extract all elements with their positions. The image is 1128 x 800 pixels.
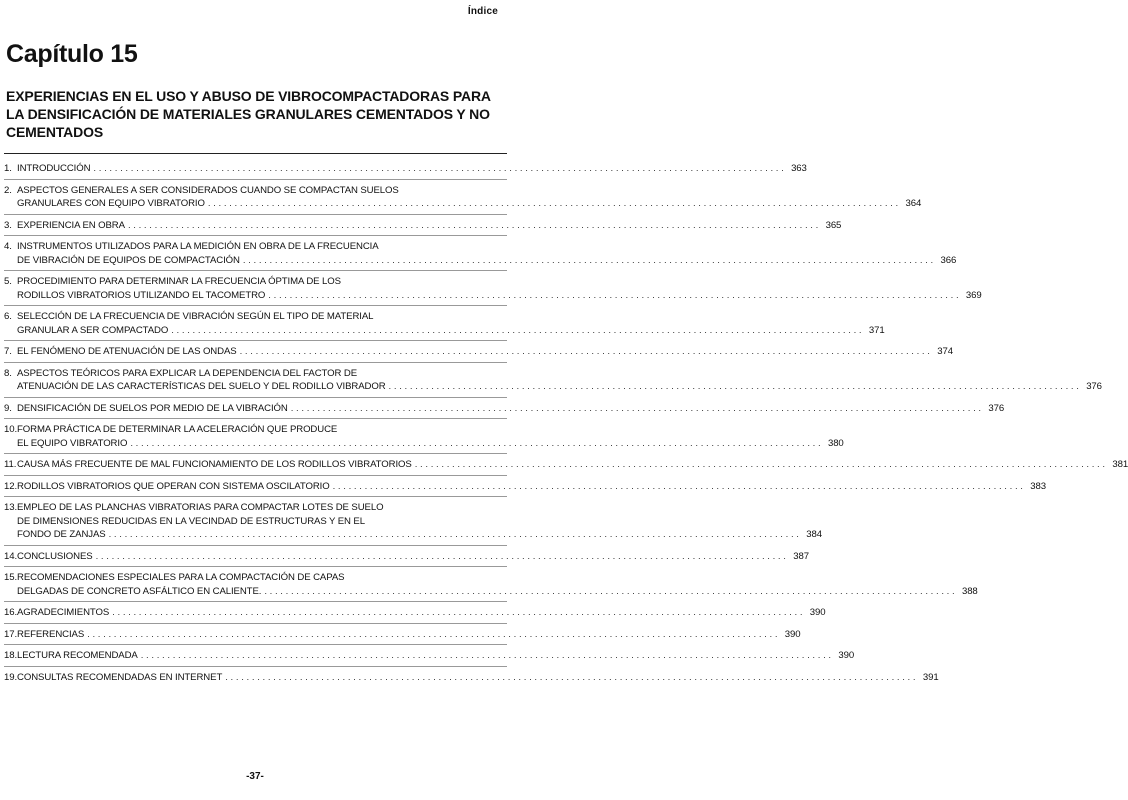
toc-entry[interactable] <box>4 671 939 685</box>
toc-entry-title: DELGADAS DE CONCRETO ASFÁLTICO EN CALIENTE. <box>17 585 262 597</box>
entry-divider <box>4 362 507 363</box>
toc-entry[interactable] <box>4 501 822 542</box>
toc-entry-title: RODILLOS VIBRATORIOS QUE OPERAN CON SISTEMA OSCILATORIO <box>17 480 330 492</box>
toc-entry-number: 15. <box>4 572 18 583</box>
entry-divider <box>4 475 507 476</box>
entry-divider <box>4 666 507 667</box>
entry-divider <box>4 214 507 215</box>
toc-page-number: 383 <box>1030 480 1046 492</box>
toc-entry-title: SELECCIÓN DE LA FRECUENCIA DE VIBRACIÓN SEGÚN EL TIPO DE MATERIAL <box>17 311 374 322</box>
toc-entry[interactable] <box>4 345 953 359</box>
toc-entry-title: INTRODUCCIÓN <box>17 163 91 174</box>
toc-page-number: 374 <box>937 346 953 357</box>
toc-entry-title: CONCLUSIONES <box>17 550 93 562</box>
toc-page-number: 371 <box>868 324 885 336</box>
toc-page-number: 376 <box>1086 381 1102 392</box>
toc-entry-title: FONDO DE ZANJAS <box>17 529 106 540</box>
toc-page-number: 387 <box>793 550 809 562</box>
entry-divider <box>4 545 507 546</box>
toc-entry[interactable] <box>4 402 1005 416</box>
toc-entry[interactable] <box>4 649 855 663</box>
toc-page-number: 384 <box>806 529 822 540</box>
toc-entry-number: 10. <box>4 424 18 435</box>
dot-leader <box>243 254 933 268</box>
toc-entry[interactable] <box>4 162 807 176</box>
toc-entry[interactable] <box>4 219 842 233</box>
entry-divider <box>4 418 507 419</box>
toc-entry-number: 17. <box>4 628 18 640</box>
toc-entry-title: DENSIFICACIÓN DE SUELOS POR MEDIO DE LA VIBRACIÓN <box>17 402 288 414</box>
toc-entry-number: 11. <box>4 459 17 470</box>
dot-leader <box>128 219 818 233</box>
toc-entry-number: 13. <box>4 502 18 513</box>
dot-leader <box>240 345 930 359</box>
entry-divider <box>4 305 507 306</box>
toc-page-number: 381 <box>1112 459 1128 470</box>
toc-entry[interactable] <box>4 458 1128 472</box>
toc-entry[interactable] <box>4 480 1046 494</box>
dot-leader <box>415 458 1105 472</box>
toc-entry-title: EL EQUIPO VIBRATORIO <box>17 437 128 449</box>
dot-leader <box>268 289 958 303</box>
dot-leader <box>96 550 786 564</box>
table-of-contents <box>4 162 1128 684</box>
toc-entry-title: EXPERIENCIA EN OBRA <box>17 219 125 231</box>
entry-divider <box>4 644 507 645</box>
toc-page-number: 390 <box>784 628 801 640</box>
dot-leader <box>93 162 783 176</box>
toc-entry-title: RECOMENDACIONES ESPECIALES PARA LA COMPACTACIÓN DE CAPAS <box>17 572 345 583</box>
toc-entry-number: 3. <box>4 219 12 231</box>
toc-entry[interactable] <box>4 184 922 211</box>
toc-entry-number: 16. <box>4 607 18 618</box>
toc-entry[interactable] <box>4 310 885 337</box>
toc-entry-title: PROCEDIMIENTO PARA DETERMINAR LA FRECUENCIA ÓPTIMA DE LOS <box>17 276 341 287</box>
toc-page-number: 369 <box>965 289 982 301</box>
page-number: -37- <box>246 771 264 782</box>
toc-entry-number: 19. <box>4 671 18 683</box>
toc-entry-number: 5. <box>4 276 12 287</box>
toc-page-number: 390 <box>809 607 826 618</box>
toc-page-number: 363 <box>791 163 807 174</box>
dot-leader <box>208 197 898 211</box>
dot-leader <box>225 671 915 685</box>
dot-leader <box>291 402 981 416</box>
toc-page-number: 388 <box>961 585 978 597</box>
toc-entry-title: ATENUACIÓN DE LAS CARACTERÍSTICAS DEL SUELO Y DEL RODILLO VIBRADOR <box>17 381 386 392</box>
toc-entry-number: 7. <box>4 346 12 357</box>
toc-entry-title: INSTRUMENTOS UTILIZADOS PARA LA MEDICIÓN EN OBRA DE LA FRECUENCIA <box>17 241 379 252</box>
toc-entry-number: 1. <box>4 163 12 174</box>
entry-divider <box>4 566 507 567</box>
toc-entry-title: CONSULTAS RECOMENDADAS EN INTERNET <box>17 671 223 683</box>
chapter-label: Capítulo 15 <box>6 40 138 68</box>
toc-entry[interactable] <box>4 628 801 642</box>
toc-page-number: 380 <box>827 437 844 449</box>
entry-divider <box>4 340 507 341</box>
dot-leader <box>130 437 820 451</box>
toc-page-number: 366 <box>940 254 957 266</box>
entry-divider <box>4 179 507 180</box>
dot-leader <box>333 480 1023 494</box>
entry-divider <box>4 235 507 236</box>
toc-entry-title: REFERENCIAS <box>17 628 85 640</box>
toc-entry-title: FORMA PRÁCTICA DE DETERMINAR LA ACELERACIÓN QUE PRODUCE <box>17 424 338 435</box>
toc-page-number: 364 <box>905 198 922 209</box>
entry-divider <box>4 453 507 454</box>
toc-page-number: 390 <box>838 650 855 661</box>
toc-entry[interactable] <box>4 571 978 598</box>
chapter-title: EXPERIENCIAS EN EL USO Y ABUSO DE VIBROCOMPACTADORAS PARA LA DENSIFICACIÓN DE MATERIALES GRANULARES CEMENTADOS Y NO CEMENTADOS <box>6 88 491 140</box>
toc-entry[interactable] <box>4 423 844 450</box>
toc-entry-number: 6. <box>4 311 12 322</box>
toc-page-number: 365 <box>825 219 842 231</box>
toc-entry-title: AGRADECIMIENTOS <box>17 607 110 618</box>
toc-entry-title: CAUSA MÁS FRECUENTE DE MAL FUNCIONAMIENTO DE LOS RODILLOS VIBRATORIOS <box>17 459 412 470</box>
toc-entry[interactable] <box>4 550 809 564</box>
toc-entry-title: ASPECTOS GENERALES A SER CONSIDERADOS CUANDO SE COMPACTAN SUELOS <box>17 184 399 196</box>
toc-entry-title: DE VIBRACIÓN DE EQUIPOS DE COMPACTACIÓN <box>17 254 240 266</box>
toc-entry-number: 4. <box>4 241 12 252</box>
toc-entry-title: EL FENÓMENO DE ATENUACIÓN DE LAS ONDAS <box>17 346 237 357</box>
dot-leader <box>389 380 1079 394</box>
dot-leader <box>264 585 954 599</box>
toc-entry[interactable] <box>4 275 982 302</box>
toc-entry-number: 18. <box>4 650 18 661</box>
toc-entry-number: 2. <box>4 184 12 196</box>
entry-divider <box>4 496 507 497</box>
dot-leader <box>112 606 802 620</box>
toc-entry-title: EMPLEO DE LAS PLANCHAS VIBRATORIAS PARA COMPACTAR LOTES DE SUELO <box>17 502 384 513</box>
toc-entry-number: 8. <box>4 367 12 379</box>
dot-leader <box>109 528 799 542</box>
toc-page-number: 376 <box>988 402 1005 414</box>
toc-page-number: 391 <box>922 671 939 683</box>
toc-entry-number: 12. <box>4 480 18 492</box>
toc-entry-title: RODILLOS VIBRATORIOS UTILIZANDO EL TACOMETRO <box>17 289 266 301</box>
toc-entry-number: 9. <box>4 402 12 414</box>
title-divider <box>4 153 507 154</box>
toc-entry-title: ASPECTOS TEÓRICOS PARA EXPLICAR LA DEPENDENCIA DEL FACTOR DE <box>17 367 358 379</box>
entry-divider <box>4 397 507 398</box>
toc-entry-title: GRANULAR A SER COMPACTADO <box>17 324 169 336</box>
index-link[interactable]: Índice <box>467 6 498 17</box>
toc-entry-title: DE DIMENSIONES REDUCIDAS EN LA VECINDAD DE ESTRUCTURAS Y EN EL <box>17 515 365 527</box>
toc-entry-title: LECTURA RECOMENDADA <box>17 650 138 661</box>
toc-entry-title: GRANULARES CON EQUIPO VIBRATORIO <box>17 198 205 209</box>
entry-divider <box>4 601 507 602</box>
dot-leader <box>171 324 861 338</box>
toc-entry[interactable] <box>4 240 957 267</box>
dot-leader <box>141 649 831 663</box>
toc-entry[interactable] <box>4 606 826 620</box>
toc-entry[interactable] <box>4 367 1102 394</box>
toc-entry-number: 14. <box>4 550 18 562</box>
entry-divider <box>4 623 507 624</box>
dot-leader <box>87 628 777 642</box>
entry-divider <box>4 270 507 271</box>
